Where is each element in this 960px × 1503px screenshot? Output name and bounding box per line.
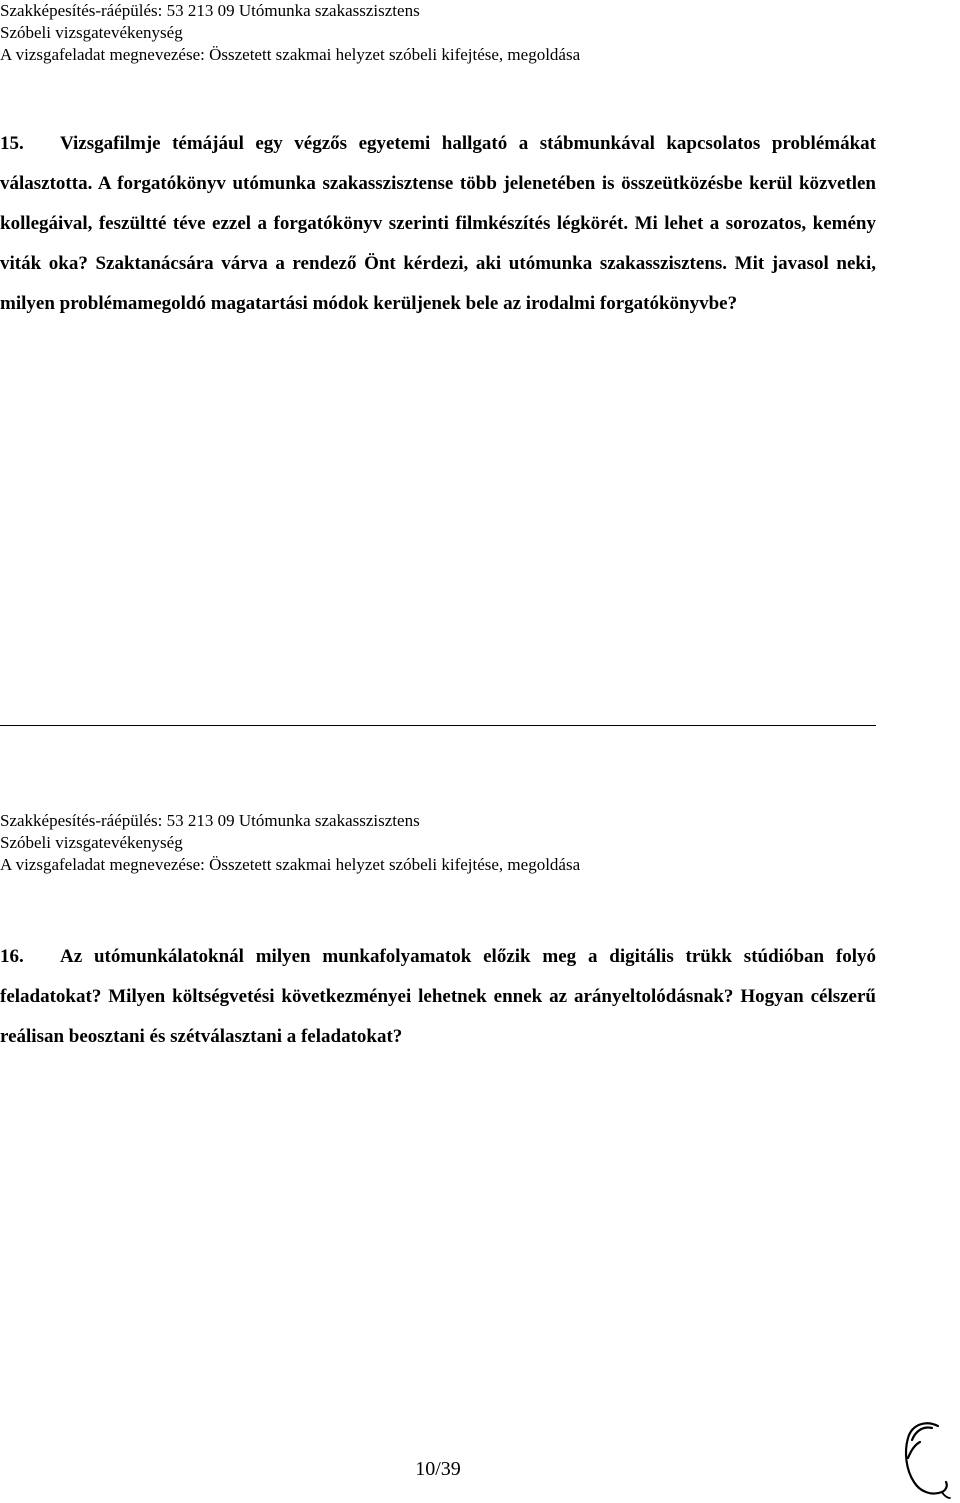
question-text: Az utómunkálatoknál milyen munkafolyamatok előzik meg a digitális trükk stúdióban folyó feladatokat? Milyen költségvetési következményei lehetnek ennek az arányeltolódásnak? Hogyan célszerű reálisan beosztani és szétválasztani a feladatokat?	[0, 946, 876, 1047]
page-header-repeat	[0, 810, 580, 876]
page-header-top	[0, 0, 580, 66]
page-number: 10/39	[415, 1458, 461, 1480]
header-qualification: Szakképesítés-ráépülés: 53 213 09 Utómunka szakasszisztens	[0, 1, 420, 20]
signature-mark	[898, 1418, 952, 1500]
question-number: 15.	[0, 133, 24, 154]
header-activity: Szóbeli vizsgatevékenység	[0, 23, 183, 42]
header-task-name: A vizsgafeladat megnevezése: Összetett szakmai helyzet szóbeli kifejtése, megoldása	[0, 855, 581, 874]
header-qualification: Szakképesítés-ráépülés: 53 213 09 Utómunka szakasszisztens	[0, 811, 420, 830]
page-divider	[0, 725, 876, 726]
question-text: Vizsgafilmje témájául egy végzős egyetemi hallgató a stábmunkával kapcsolatos problémákat választotta. A forgatókönyv utómunka szakasszisztense több jelenetében is összeütközésbe kerül közvetlen kollegáival, feszültté téve ezzel a forgatókönyv szerinti filmkészítés légkörét. Mi lehet a sorozatos, kemény viták oka? Szaktanácsára várva a rendező Önt kérdezi, aki utómunka szakasszisztens. Mit javasol neki, milyen problémamegoldó magatartási módok kerüljenek bele az irodalmi forgatókönyvbe?	[0, 133, 876, 314]
header-activity: Szóbeli vizsgatevékenység	[0, 833, 183, 852]
question-15	[0, 124, 876, 324]
header-task-name: A vizsgafeladat megnevezése: Összetett szakmai helyzet szóbeli kifejtése, megoldása	[0, 45, 581, 64]
question-16	[0, 937, 876, 1057]
question-number: 16.	[0, 946, 24, 967]
